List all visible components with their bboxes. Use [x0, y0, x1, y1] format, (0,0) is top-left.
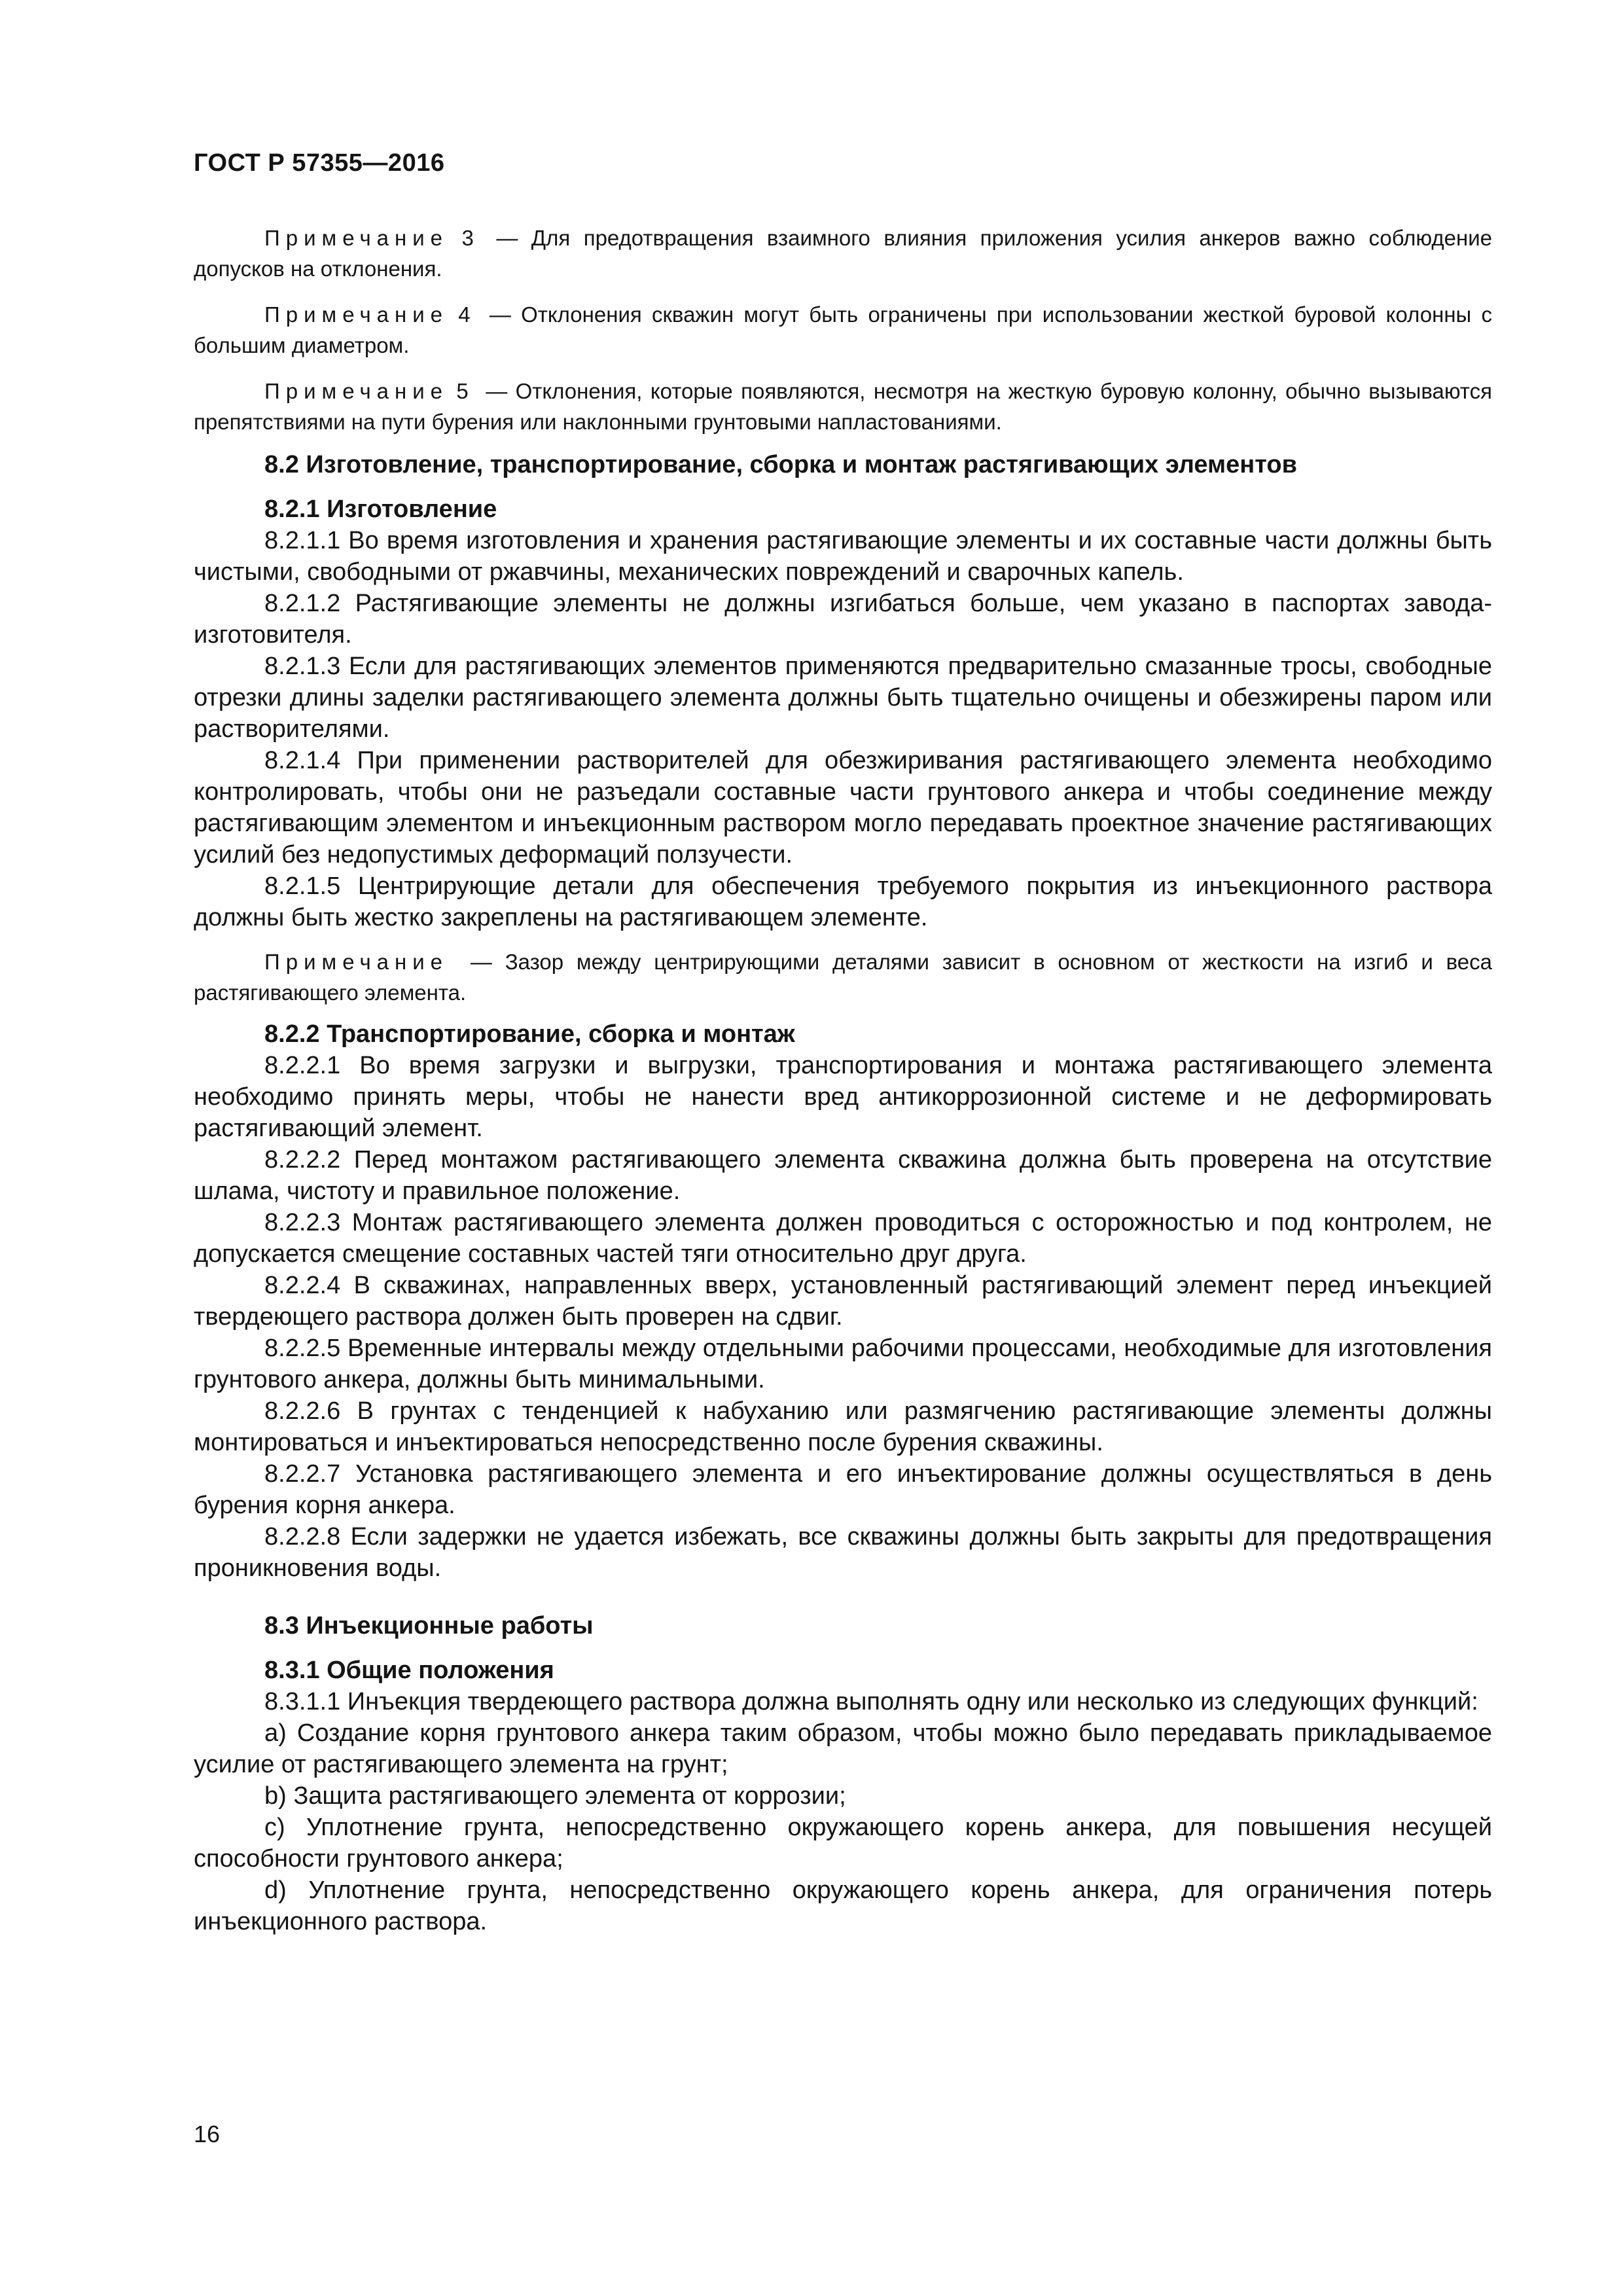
note-text: — Отклонения, которые появляются, несмотря на жесткую буровую колонну, обычно вызываются препятствиями на пути бурения или наклонными грунтовыми напластованиями. — [194, 379, 1493, 434]
note-label: Примечание — [264, 950, 449, 974]
list-item-d: d) Уплотнение грунта, непосредственно окружающего корень анкера, для ограничения потерь инъекционного раствора. — [194, 1876, 1492, 1935]
section-8-2-title: 8.2 Изготовление, транспортирование, сборка и монтаж растягивающих элементов — [264, 451, 1297, 478]
paragraph-8-2-2-6: 8.2.2.6 В грунтах с тенденцией к набуханию или размягчению растягивающие элементы должны монтироваться и инъектироваться непосредственно после бурения скважины. — [194, 1397, 1492, 1456]
note-text: — Для предотвращения взаимного влияния приложения усилия анкеров важно соблюдение допусков на отклонения. — [194, 226, 1493, 281]
paragraph-8-2-2-1: 8.2.2.1 Во время загрузки и выгрузки, транспортирования и монтажа растягивающего элемента необходимо принять меры, чтобы не нанести вред антикоррозионной системе и не деформировать растягивающий элемент. — [194, 1052, 1492, 1142]
paragraph-8-2-2-7: 8.2.2.7 Установка растягивающего элемента и его инъектирование должны осуществляться в день бурения корня анкера. — [194, 1460, 1492, 1519]
note-number: 5 — [456, 379, 469, 403]
subsection-8-2-1-title: 8.2.1 Изготовление — [264, 495, 497, 523]
paragraph-8-3-1-1: 8.3.1.1 Инъекция твердеющего раствора должна выполнять одну или несколько из следующих функций: — [264, 1688, 1478, 1715]
note-text: — Зазор между центрирующими деталями зависит в основном от жесткости на изгиб и веса растягивающего элемента. — [194, 950, 1492, 1005]
note-number: 4 — [458, 302, 471, 327]
page-number: 16 — [194, 2121, 221, 2147]
list-item-a: a) Создание корня грунтового анкера таким образом, чтобы можно было передавать прикладываемое усилие от растягивающего элемента на грунт; — [194, 1719, 1492, 1778]
note-label: Примечание — [264, 226, 449, 250]
paragraph-8-2-2-4: 8.2.2.4 В скважинах, направленных вверх, установленный растягивающий элемент перед инъекцией твердеющего раствора должен быть проверен на сдвиг. — [194, 1272, 1492, 1331]
paragraph-8-2-2-8: 8.2.2.8 Если задержки не удается избежать, все скважины должны быть закрыты для предотвращения проникновения воды. — [194, 1523, 1492, 1582]
paragraph-8-2-1-3: 8.2.1.3 Если для растягивающих элементов применяются предварительно смазанные тросы, свободные отрезки длины заделки растягивающего элемента должны быть тщательно очищены и обезжирены паром или растворителями. — [194, 653, 1492, 743]
paragraph-8-2-1-1: 8.2.1.1 Во время изготовления и хранения растягивающие элементы и их составные части должны быть чистыми, свободными от ржавчины, механических повреждений и сварочных капель. — [194, 527, 1492, 586]
note-5 — [194, 376, 1492, 437]
note-label: Примечание — [264, 302, 449, 327]
paragraph-8-2-2-2: 8.2.2.2 Перед монтажом растягивающего элемента скважина должна быть проверена на отсутствие шлама, чистоту и правильное положение. — [194, 1146, 1492, 1205]
note-number: 3 — [461, 226, 474, 250]
note-3 — [194, 223, 1492, 284]
paragraph-8-2-2-5: 8.2.2.5 Временные интервалы между отдельными рабочими процессами, необходимые для изготовления грунтового анкера, должны быть минимальными. — [194, 1335, 1492, 1393]
note-text: — Отклонения скважин могут быть ограничены при использовании жесткой буровой колонны с большим диаметром. — [194, 302, 1492, 357]
page-content — [194, 223, 1492, 1937]
subsection-8-3-1-title: 8.3.1 Общие положения — [264, 1657, 554, 1684]
paragraph-8-2-2-3: 8.2.2.3 Монтаж растягивающего элемента должен проводиться с осторожностью и под контролем, не допускается смещение составных частей тяги относительно друг друга. — [194, 1209, 1492, 1268]
document-code-header: ГОСТ Р 57355—2016 — [194, 149, 445, 177]
paragraph-8-2-1-4: 8.2.1.4 При применении растворителей для обезжиривания растягивающего элемента необходимо контролировать, чтобы они не разъедали составные части грунтового анкера и чтобы соединение между растягивающим элементом и инъекционным раствором могло передавать проектное значение растягивающих усилий без недопустимых деформаций ползучести. — [194, 747, 1492, 869]
note-4 — [194, 299, 1492, 361]
list-item-b: b) Защита растягивающего элемента от коррозии; — [264, 1782, 846, 1810]
subsection-8-2-2-title: 8.2.2 Транспортирование, сборка и монтаж — [264, 1020, 795, 1048]
note-label: Примечание — [264, 379, 449, 403]
paragraph-8-2-1-5: 8.2.1.5 Центрирующие детали для обеспечения требуемого покрытия из инъекционного раствора должны быть жестко закреплены на растягивающем элементе. — [194, 872, 1492, 931]
paragraph-8-2-1-2: 8.2.1.2 Растягивающие элементы не должны изгибаться больше, чем указано в паспортах завода-изготовителя. — [194, 590, 1492, 649]
section-8-3-title: 8.3 Инъекционные работы — [264, 1612, 594, 1640]
list-item-c: c) Уплотнение грунта, непосредственно окружающего корень анкера, для повышения несущей способности грунтового анкера; — [194, 1814, 1492, 1873]
note-centering — [194, 946, 1492, 1008]
